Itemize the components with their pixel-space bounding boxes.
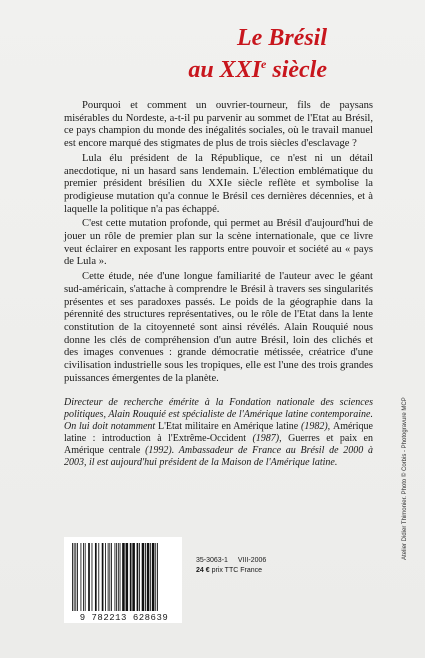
price: 24 € [196, 567, 210, 574]
barcode-bar [109, 543, 110, 611]
barcode-bar [157, 543, 158, 611]
title-line-1: Le Brésil [237, 25, 327, 51]
blurb-text [64, 100, 373, 387]
barcode-bar [132, 543, 135, 611]
barcode [64, 537, 182, 623]
barcode-bar [108, 543, 109, 611]
blurb-paragraph-3: C'est cette mutation profonde, qui permet au Brésil d'aujourd'hui de jouer un rôle de premier plan sur la scène internationale, que ce livre veut éclairer en exposant les rapports entre pouvoir et société au « pays de Lula ». [64, 218, 373, 268]
barcode-bars [70, 543, 176, 611]
barcode-bar [81, 543, 82, 611]
blurb-paragraph-1: Pourquoi et comment un ouvrier-tourneur, fils de paysans misérables du Nordeste, a-t-il pu parvenir au sommet de l'Etat au Brésil, ce pays champion du monde des inégalités sociales, où le travail manuel est encore marqué des stigmates de plus de trois siècles d'esclavage ? [64, 100, 373, 150]
barcode-bar [111, 543, 112, 611]
book-ref-3: Guerres et paix en Amérique centrale [64, 433, 373, 456]
barcode-bar [102, 543, 104, 611]
barcode-bar [155, 543, 156, 611]
barcode-bar [74, 543, 75, 611]
barcode-bar [147, 543, 150, 611]
barcode-bar [83, 543, 84, 611]
barcode-bar [92, 543, 93, 611]
barcode-bar [142, 543, 145, 611]
title-line-2: au XXIe siècle [188, 57, 327, 83]
barcode-bar [130, 543, 132, 611]
barcode-bar [126, 543, 129, 611]
barcode-bar [77, 543, 78, 611]
book-ref-1: L'Etat militaire en Amérique latine [158, 421, 299, 432]
barcode-bar [115, 543, 116, 611]
barcode-bar [75, 543, 76, 611]
barcode-bar [105, 543, 106, 611]
barcode-bar [145, 543, 146, 611]
barcode-digits: 9 782213 628639 [79, 613, 169, 623]
blurb-paragraph-2: Lula élu président de la République, ce n'est ni un détail anecdotique, ni un hasard sans lendemain. L'élection emblématique du premier président brésilien du XXIe siècle reflète et symbolise la prodigieuse mutation qu'a connue le Brésil ces dernières décennies, et à laquelle la politique n'a pas échappé. [64, 152, 373, 215]
book-ref-2: Amérique latine : introduction à l'Extrême-Occident [64, 421, 373, 444]
barcode-bar [150, 543, 151, 611]
price-note: prix TTC France [211, 567, 263, 574]
barcode-bar [137, 543, 139, 611]
photo-credit: Atelier Didier Thimonier. Photo © Corbis - Photogravure MCP [402, 397, 408, 560]
barcode-bar [152, 543, 155, 611]
barcode-bar [120, 543, 121, 611]
book-title [188, 25, 327, 83]
author-bio: Directeur de recherche émérite à la Fondation nationale des sciences politiques, Alain Rouquié est spécialiste de l'Amérique latine contemporaine. On lui doit notamment L'Etat militaire en Amérique latine (1982), Amérique latine : introduction à l'Extrême-Occident (1987), Guerres et paix en Amérique centrale (1992). Ambassadeur de France au Brésil de 2000 à 2003, il est aujourd'hui président de la Maison de l'Amérique latine. [64, 397, 373, 468]
barcode-bar [116, 543, 117, 611]
price-block [196, 556, 266, 576]
barcode-bar [88, 543, 90, 611]
barcode-bar [85, 543, 86, 611]
barcode-bar [118, 543, 119, 611]
print-date: VIII-2006 [237, 557, 267, 564]
barcode-bar [139, 543, 140, 611]
barcode-bar [98, 543, 99, 611]
barcode-bar [122, 543, 125, 611]
reference-code: 35-3063-1 [196, 557, 228, 564]
barcode-bar [95, 543, 97, 611]
barcode-bar [72, 543, 73, 611]
blurb-paragraph-4: Cette étude, née d'une longue familiarité de l'auteur avec le géant sud-américain, s'attache à comprendre le Brésil à travers ses singularités présentes et ses paradoxes passés. Le poids de la géographie dans la pérennité des structures représentatives, ou le rôle de l'Etat dans la lente constitution de la citoyenneté sont ainsi révélés. Alain Rouquié nous donne les clés de compréhension d'un autre Brésil, loin des clichés et des images convenues : grande démocratie métissée, créatrice d'une civilisation industrielle sous les tropiques, elle est l'une des trois grandes puissances émergentes de la planète. [64, 271, 373, 384]
